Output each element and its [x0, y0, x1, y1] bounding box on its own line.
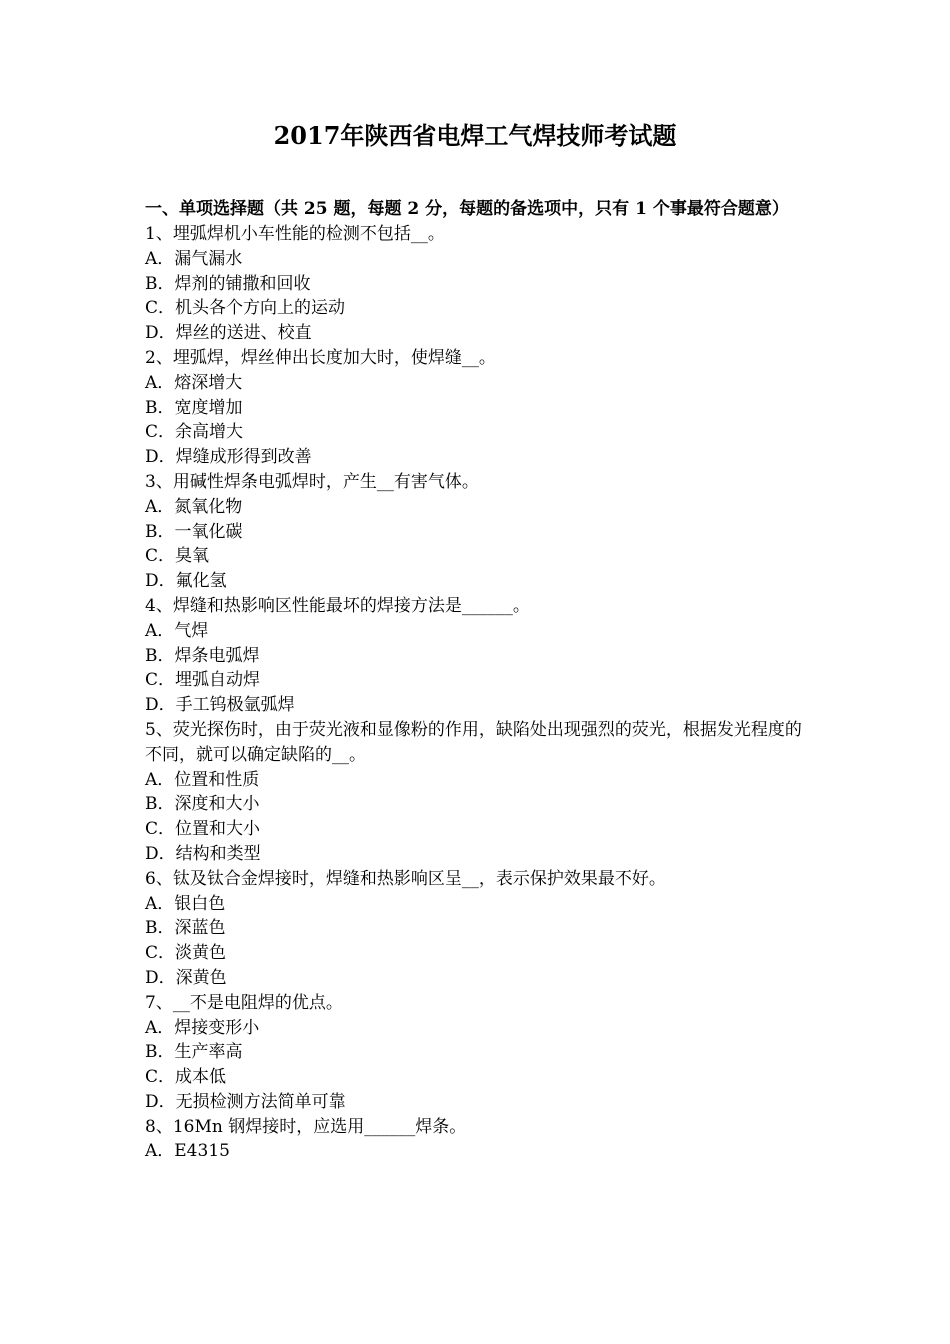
question-3	[145, 470, 810, 594]
question-5	[145, 718, 810, 867]
question-2	[145, 346, 810, 470]
question-stem: 1、埋弧焊机小车性能的检测不包括__。	[145, 224, 445, 244]
option-a: A．焊接变形小	[145, 1017, 260, 1038]
question-stem: 2、埋弧焊，焊丝伸出长度加大时，使焊缝__。	[145, 347, 496, 368]
option-c: C．淡黄色	[145, 943, 227, 964]
option-c: C．成本低	[145, 1067, 227, 1088]
question-6	[145, 867, 810, 991]
question-stem: 7、__不是电阻焊的优点。	[145, 992, 343, 1013]
option-c: C．位置和大小	[145, 819, 261, 840]
option-b: B．深蓝色	[145, 918, 226, 939]
option-b: B．宽度增加	[145, 397, 243, 418]
option-a: A．气焊	[145, 620, 209, 641]
option-d: D．无损检测方法简单可靠	[145, 1091, 346, 1112]
option-c: C．机头各个方向上的运动	[145, 298, 346, 319]
option-a: A．位置和性质	[145, 769, 260, 790]
document-body	[145, 197, 810, 1164]
question-stem: 4、焊缝和热影响区性能最坏的焊接方法是______。	[145, 595, 530, 616]
option-c: C．余高增大	[145, 422, 244, 443]
option-b: B．焊条电弧焊	[145, 645, 260, 666]
option-b: B．焊剂的铺撒和回收	[145, 273, 311, 294]
option-c: C．埋弧自动焊	[145, 670, 261, 691]
question-7	[145, 991, 810, 1115]
question-4	[145, 594, 810, 718]
option-a: A．银白色	[145, 893, 226, 914]
option-a: A．E4315	[145, 1141, 230, 1162]
option-d: D．氟化氢	[145, 571, 227, 592]
option-d: D．焊丝的送进、校直	[145, 323, 312, 344]
option-c: C．臭氧	[145, 546, 210, 567]
section-heading: 一、单项选择题（共 25 题，每题 2 分，每题的备选项中，只有 1 个事最符合题意）	[145, 199, 789, 219]
option-b: B．生产率高	[145, 1042, 243, 1063]
option-d: D．结构和类型	[145, 843, 261, 864]
option-a: A．氮氧化物	[145, 496, 243, 517]
document-title: 2017年陕西省电焊工气焊技师考试题	[273, 121, 677, 150]
question-stem: 3、用碱性焊条电弧焊时，产生__有害气体。	[145, 471, 479, 492]
option-d: D．手工钨极氩弧焊	[145, 695, 295, 716]
option-b: B．深度和大小	[145, 794, 260, 815]
question-stem: 8、16Mn 钢焊接时，应选用______焊条。	[145, 1116, 467, 1137]
option-d: D．深黄色	[145, 967, 227, 988]
question-1	[145, 222, 810, 346]
option-a: A．漏气漏水	[145, 248, 243, 269]
option-d: D．焊缝成形得到改善	[145, 447, 312, 468]
question-8	[145, 1115, 810, 1165]
option-a: A．熔深增大	[145, 372, 243, 393]
question-stem: 5、荧光探伤时，由于荧光液和显像粉的作用，缺陷处出现强烈的荧光，根据发光程度的不同，就可以确定缺陷的__。	[145, 719, 802, 765]
option-b: B．一氧化碳	[145, 521, 243, 542]
question-stem: 6、钛及钛合金焊接时，焊缝和热影响区呈__，表示保护效果最不好。	[145, 868, 666, 889]
